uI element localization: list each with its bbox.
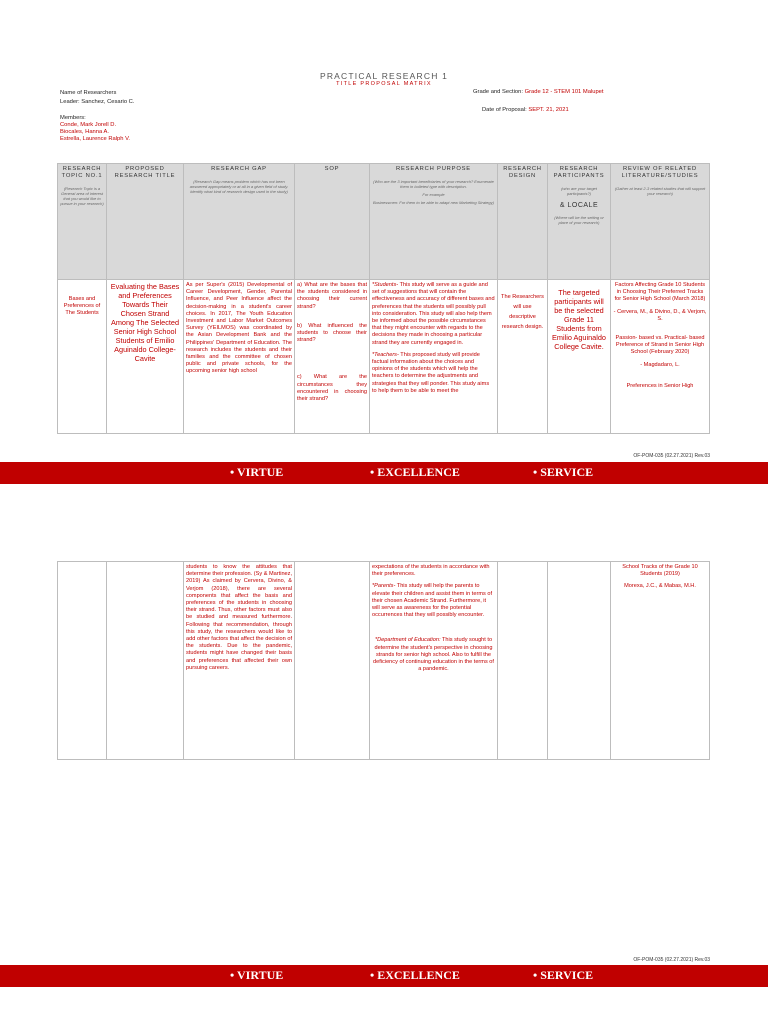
- deped-text: This study sought to determine the student's perspective in choosing strands for senior high school. Also to fulfill the deficiency of continuing education in the terms of a pandemic.: [373, 637, 494, 673]
- value-service: • SERVICE: [533, 465, 594, 479]
- participants-cell: The targeted participants will be the selected Grade 11 Students from Emilio Aguinaldo College Cavite.: [548, 280, 611, 434]
- grade-label: Grade and Section:: [473, 89, 523, 95]
- gap-cell: As per Super's (2015) Developmental of Career Development, Gender, Parental Influence, and Peer Influence affect the decision-making in a student's career choices. In 2017, The Youth Education Investment and Labor Market Outcomes Survey (YEILMOS) was coordinated by the Asian Development Bank and the Philippines' Department of Education. The research includes the students and their families and the committee of chosen public and private schools, for the upcoming senior high school: [184, 280, 295, 434]
- students-text: This study will serve as a guide and set of suggestions that will contain the effectiveness and accuracy of different bases and preferences that the students will possibly pull into consideration. This study will also help them be informed about the possible circumstances that they might encounter with regards to the decisions they made in choosing a particular strand they are currently engaged in.: [372, 282, 495, 346]
- topic-cell: Bases and Preferences of The Students: [58, 280, 107, 434]
- researchers-label: Name of Researchers: [60, 90, 117, 96]
- value-excellence: • EXCELLENCE: [370, 465, 460, 479]
- students-label: *Students-: [372, 282, 399, 288]
- deped-label: *Department of Education:: [374, 637, 441, 644]
- date-value: SEPT. 21, 2021: [528, 107, 569, 113]
- participants-cell: [548, 562, 611, 760]
- header-sop: SOP: [295, 164, 370, 280]
- teachers-label: *Teachers-: [372, 351, 399, 358]
- review-cell: School Tracks of the Grade 10 Students (2019) Morexa, J.C., & Mabas, M.H.: [611, 562, 710, 760]
- value-excellence: • EXCELLENCE: [370, 968, 460, 982]
- table-row: [58, 280, 710, 434]
- header-research-purpose: RESEARCH PURPOSE (Who are the 3 important beneficiaries of your research? Enumerate them in bulleted type with description. For example Businessmen: For them to be able to adapt new Marketing Strategy): [370, 164, 498, 280]
- header-research-gap: RESEARCH GAP (Research Gap means problem which has not been answered appropriately or at all in a given field of study. Identify what kind of research design used in the study): [184, 164, 295, 280]
- value-virtue: • VIRTUE: [230, 968, 284, 982]
- proposal-matrix-page2: [57, 561, 710, 760]
- leader-line: [60, 99, 134, 105]
- member-name: Biocales, Hanna A.: [60, 129, 109, 135]
- form-code: OF-POM-035 (02.27.2021) Rev.03: [633, 957, 710, 963]
- proposed-title-cell: Evaluating the Bases and Preferences Towards Their Chosen Strand Among The Selected Senior High School Students of Emilio Aguinaldo College-Cavite: [107, 280, 184, 434]
- header-proposed-title: PROPOSED RESEARCH TITLE: [107, 164, 184, 280]
- sop-cell: [295, 562, 370, 760]
- member-name: Conde, Mark Jorell D.: [60, 122, 117, 128]
- parents-label: *Parents-: [372, 583, 396, 590]
- members-block: [60, 115, 130, 143]
- date-label: Date of Proposal:: [482, 107, 527, 113]
- gap-cell: students to know the attitudes that determine their profession. (Sy & Martinez, 2019) As claimed by Cervera, Divino, & Verjom (2018), there are several components that affect the basis and preferences of the students in choosing their strand. Thus, other factors must also be studied and measured furthermore. Following that recommendation, through this study, the researchers would like to add other factors that affect the decision of the students. Due to the pandemic, students might have changed their basis and preferences that affected their own pursuing careers.: [184, 562, 295, 760]
- proposed-title-cell: [107, 562, 184, 760]
- page-subtitle: TITLE PROPOSAL MATRIX: [336, 81, 432, 87]
- member-name: Estrella, Laurence Ralph V.: [60, 136, 131, 142]
- design-cell: [498, 562, 548, 760]
- values-band: [0, 965, 768, 987]
- form-code: OF-POM-035 (02.27.2021) Rev.03: [633, 453, 710, 459]
- grade-value: Grade 12 - STEM 101 Malupet: [524, 89, 604, 95]
- design-cell: The Researchers will use descriptive research design.: [498, 280, 548, 434]
- leader-name: Sanchez, Cesario C.: [81, 99, 135, 105]
- grade-line: [473, 89, 604, 95]
- header-participants: RESEARCH PARTICIPANTS (who are your target participants?) & LOCALE (Where will be the setting or place of your research): [548, 164, 611, 280]
- purpose-cell: expectations of the students in accordance with their preferences. *Parents- This study will help the parents to elevate their children and assist them in terms of their chosen Academic Strand. Furthermore, it will serve as awareness for the potential occurrences that they will possibly encounter. *Department of Education: This study sought to determine the student's perspective in choosing strands for senior high school. Also to fulfill the deficiency of continuing education in the terms of a pandemic.: [370, 562, 498, 760]
- parents-text: This study will help the parents to elevate their children and assist them in terms of their chosen Academic Strand. Furthermore, it will serve as awareness for the potential occurrences that they will possibly encounter.: [372, 583, 493, 619]
- proposal-matrix-page1: [57, 163, 710, 434]
- values-band: [0, 462, 768, 484]
- value-virtue: • VIRTUE: [230, 465, 284, 479]
- value-service: • SERVICE: [533, 968, 594, 982]
- purpose-cell: [370, 280, 498, 434]
- review-cell: Factors Affecting Grade 10 Students in Choosing Their Preferred Tracks for Senior High School (March 2018) - Cervera, M., & Divino, D., & Verjom, S. Passion- based vs. Practical- based Preference of Strand in Senior High School (February 2020) - Magdadaro, L. Preferences in Senior High: [611, 280, 710, 434]
- leader-label: Leader:: [60, 99, 80, 105]
- table-row: [58, 562, 710, 760]
- members-label: Members:: [60, 115, 86, 121]
- date-line: [482, 107, 569, 113]
- teachers-text: This proposed study will provide factual information about the choices and opinions of the students which will help the teachers to determine the adjustments and strategies that they will ponder. This study aims to help them to be able to meet the: [372, 351, 490, 394]
- sop-cell: a) What are the bases that the students considered in choosing their current strand? b) What influenced the students to choose their strand? c) What are the circumstances they encountered in choosing their strand?: [295, 280, 370, 434]
- page-title: PRACTICAL RESEARCH 1: [319, 71, 449, 81]
- topic-cell: [58, 562, 107, 760]
- header-research-design: RESEARCH DESIGN: [498, 164, 548, 280]
- header-topic: RESEARCH TOPIC NO.1 (Research Topic is a General area of interest that you would like to pursue in your research): [58, 164, 107, 280]
- header-review: REVIEW OF RELATED LITERATURE/STUDIES (Gather at least 2-3 related studies that will support your research): [611, 164, 710, 280]
- header-row: [58, 164, 710, 280]
